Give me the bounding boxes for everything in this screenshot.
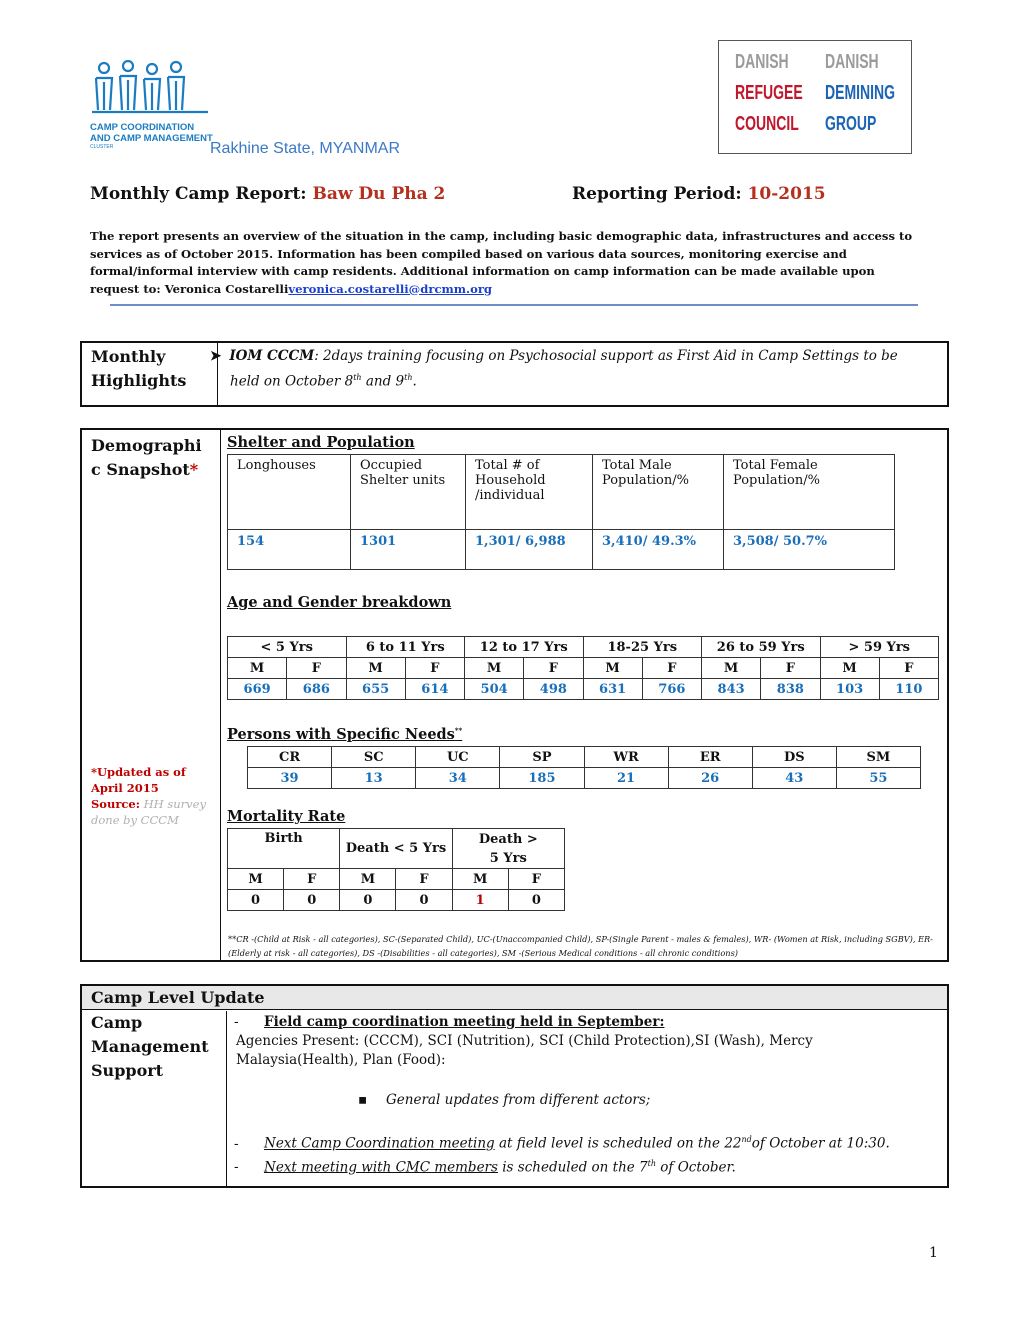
agencies-present: Agencies Present: (CCCM), SCI (Nutrition), SCI (Child Protection),SI (Wash), Mercy Malaysia(Health), Plan (Food): <box>236 1033 813 1068</box>
logo-line-2: AND CAMP MANAGEMENT <box>90 133 213 144</box>
shelter-title: Shelter and Population <box>227 434 415 451</box>
drc-logo-text: DANISH REFUGEE COUNCIL <box>735 51 803 135</box>
camp-level-update-box <box>80 984 949 1188</box>
psn-title: Persons with Specific Needs** <box>227 726 463 743</box>
age-gender-title: Age and Gender breakdown <box>227 594 452 611</box>
ddg-logo-text: DANISH DEMINING GROUP <box>825 51 895 135</box>
shelter-table: Longhouses Occupied Shelter units Total # of Household /individual Total Male Population/% Total Female Population/% 154 1301 1,301/ 6,988 3,410/ 49.3% 3,508/ 50.7% <box>227 454 895 570</box>
psn-footnote: **CR -(Child at Risk - all categories), SC-(Separated Child), UC-(Unaccompanied Child), SP-(Single Parent - males & females), WR- (Women at Risk, including SGBV), ER-(Elderly at risk - all categories), DS -(Disabilities - all categories), SM -(Serious Medical conditions - all chronic conditions) <box>228 934 933 958</box>
arrow-bullet-icon: ➤ <box>210 348 222 364</box>
contact-email-link[interactable]: veronica.costarelli@drcmm.org <box>288 281 493 296</box>
mortality-table: Birth Death < 5 Yrs Death > 5 Yrs M F M F M F 0 0 0 0 1 0 <box>227 828 565 911</box>
cccm-logo <box>90 60 220 160</box>
intro-paragraph: The report presents an overview of the situation in the camp, including basic demographic data, infrastructures and access to services as of October 2015. Information has been compiled based on various data sources, monitoring exercise and formal/informal interview with camp residents. Additional information on camp information can be made available upon request to: Veronica Costarelliveronica.costarelli@drcmm.org <box>90 229 913 296</box>
demographic-snapshot-box <box>80 428 949 962</box>
report-title: Monthly Camp Report: Baw Du Pha 2 <box>90 184 446 204</box>
page-number: 1 <box>929 1245 938 1261</box>
list-item: ▪ General updates from different actors; <box>358 1092 651 1108</box>
camp-level-header: Camp Level Update <box>82 986 947 1010</box>
highlights-label: Monthly Highlights <box>82 343 218 405</box>
psn-table: CR SC UC SP WR ER DS SM 39 13 34 185 21 26 43 55 <box>247 746 921 789</box>
logo-line-3: CLUSTER <box>90 144 114 150</box>
age-gender-table: < 5 Yrs 6 to 11 Yrs 12 to 17 Yrs 18-25 Yrs 26 to 59 Yrs > 59 Yrs M F M F M F M F M F M F 669 686 655 614 504 498 631 766 843 838 103 110 <box>227 636 939 700</box>
location-label: Rakhine State, MYANMAR <box>210 140 400 157</box>
monthly-highlights-box <box>80 341 949 407</box>
highlight-item: ➤ IOM CCCM: 2days training focusing on Psychosocial support as First Aid in Camp Settings to be held on October 8th and 9th. <box>210 348 898 390</box>
list-item: - Field camp coordination meeting held in September: <box>234 1014 665 1030</box>
people-icon <box>90 60 210 118</box>
divider <box>110 304 918 306</box>
list-item: - Next meeting with CMC members is scheduled on the 7th of October. <box>234 1158 736 1175</box>
period-value: 10-2015 <box>747 184 826 204</box>
reporting-period: Reporting Period: 10-2015 <box>572 184 826 204</box>
camp-management-label: Camp Management Support <box>82 1011 227 1186</box>
camp-level-body <box>234 1013 934 1177</box>
camp-name: Baw Du Pha 2 <box>312 184 446 204</box>
drc-ddg-logo <box>718 40 912 154</box>
list-item: - Next Camp Coordination meeting at field level is scheduled on the 22ndof October at 10:30. <box>234 1135 890 1152</box>
demographic-label: Demographic Snapshot* <box>91 436 202 479</box>
mortality-title: Mortality Rate <box>227 808 346 825</box>
update-note: *Updated as of April 2015 Source: HH survey done by CCCM <box>91 765 206 827</box>
logo-line-1: CAMP COORDINATION <box>90 122 195 133</box>
